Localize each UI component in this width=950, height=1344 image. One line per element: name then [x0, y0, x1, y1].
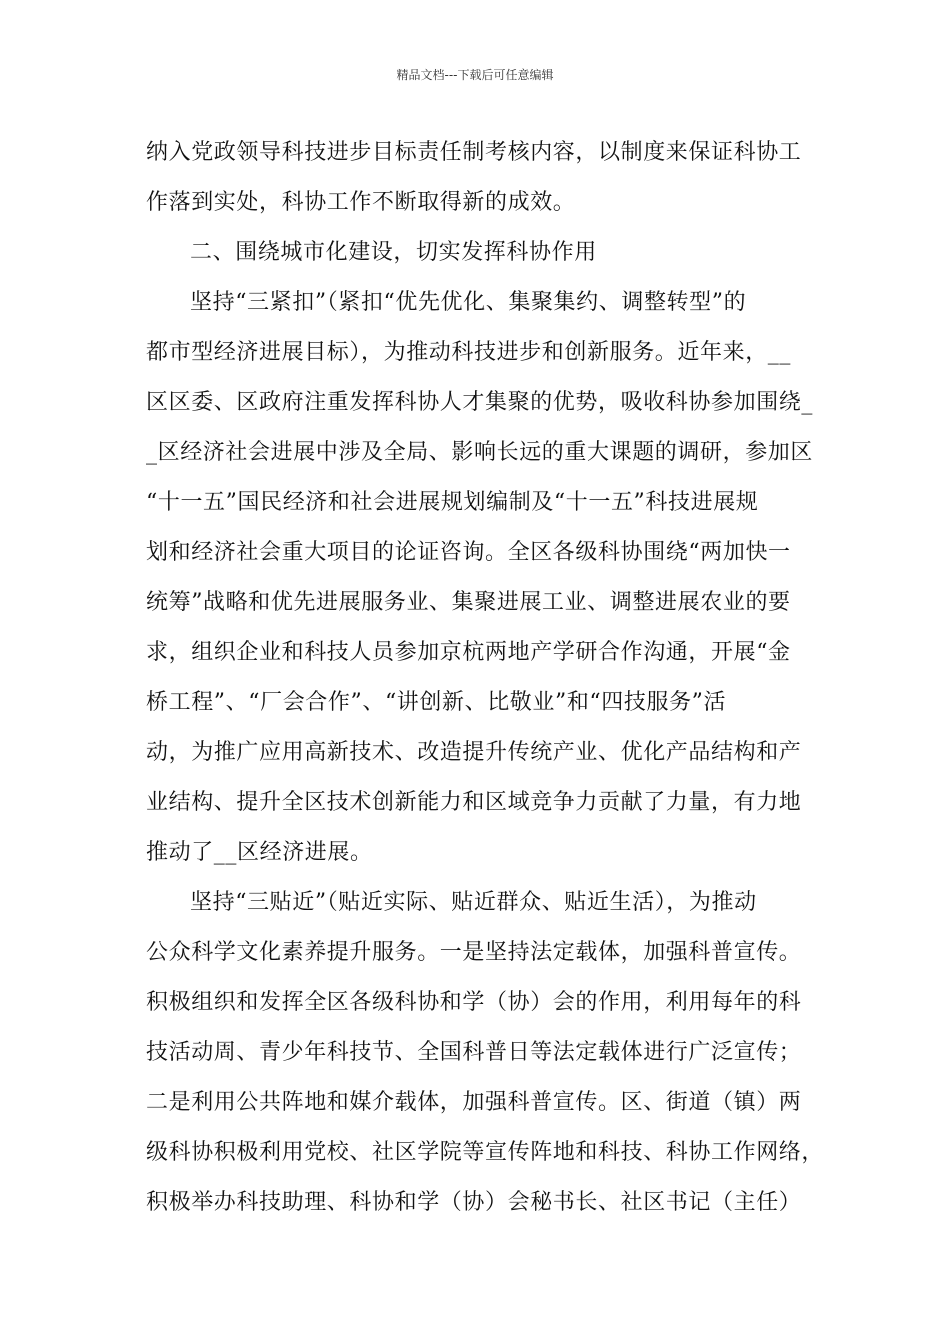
text-line: _区经济社会进展中涉及全局、影响长远的重大课题的调研，参加区 — [146, 440, 814, 465]
section-heading: 二、围绕城市化建设，切实发挥科协作用 — [190, 240, 597, 265]
text-line: 公众科学文化素养提升服务。一是坚持法定载体，加强科普宣传。 — [146, 940, 802, 965]
text-line: 积极举办科技助理、科协和学（协）会秘书长、社区书记（主任） — [146, 1190, 802, 1215]
text-line: 积极组织和发挥全区各级科协和学（协）会的作用，利用每年的科 — [146, 990, 802, 1015]
text-line: 级科协积极利用党校、社区学院等宣传阵地和科技、科协工作网络， — [146, 1140, 825, 1165]
text-line: 求，组织企业和科技人员参加京杭两地产学研合作沟通，开展“金 — [146, 640, 791, 665]
text-line: 作落到实处，科协工作不断取得新的成效。 — [146, 190, 576, 215]
document-body — [146, 128, 825, 1228]
text-line: 动，为推广应用高新技术、改造提升传统产业、优化产品结构和产 — [146, 740, 802, 765]
text-line: 二是利用公共阵地和媒介载体，加强科普宣传。区、街道（镇）两 — [146, 1090, 802, 1115]
text-line: 坚持“三贴近”（贴近实际、贴近群众、贴近生活），为推动 — [190, 890, 757, 915]
text-line: 桥工程”、“厂会合作”、“讲创新、比敬业”和“四技服务”活 — [146, 690, 727, 715]
text-line: 技活动周、青少年科技节、全国科普日等法定载体进行广泛宣传； — [146, 1040, 802, 1065]
text-line: 都市型经济进展目标），为推动科技进步和创新服务。近年来，__ — [146, 340, 792, 365]
text-line: 业结构、提升全区技术创新能力和区域竞争力贡献了力量，有力地 — [146, 790, 802, 815]
text-line: 推动了__区经济进展。 — [146, 840, 373, 865]
text-line: “十一五”国民经济和社会进展规划编制及“十一五”科技进展规 — [146, 490, 759, 515]
text-line: 纳入党政领导科技进步目标责任制考核内容，以制度来保证科协工 — [146, 140, 802, 165]
text-line: 坚持“三紧扣”（紧扣“优先优化、集聚集约、调整转型”的 — [190, 290, 747, 315]
page-header: 精品文档---下载后可任意编辑 — [396, 68, 554, 82]
text-line: 区区委、区政府注重发挥科协人才集聚的优势，吸收科协参加围绕_ — [146, 390, 814, 415]
text-line: 统筹”战略和优先进展服务业、集聚进展工业、调整进展农业的要 — [146, 590, 791, 615]
text-line: 划和经济社会重大项目的论证咨询。全区各级科协围绕“两加快一 — [146, 540, 791, 565]
